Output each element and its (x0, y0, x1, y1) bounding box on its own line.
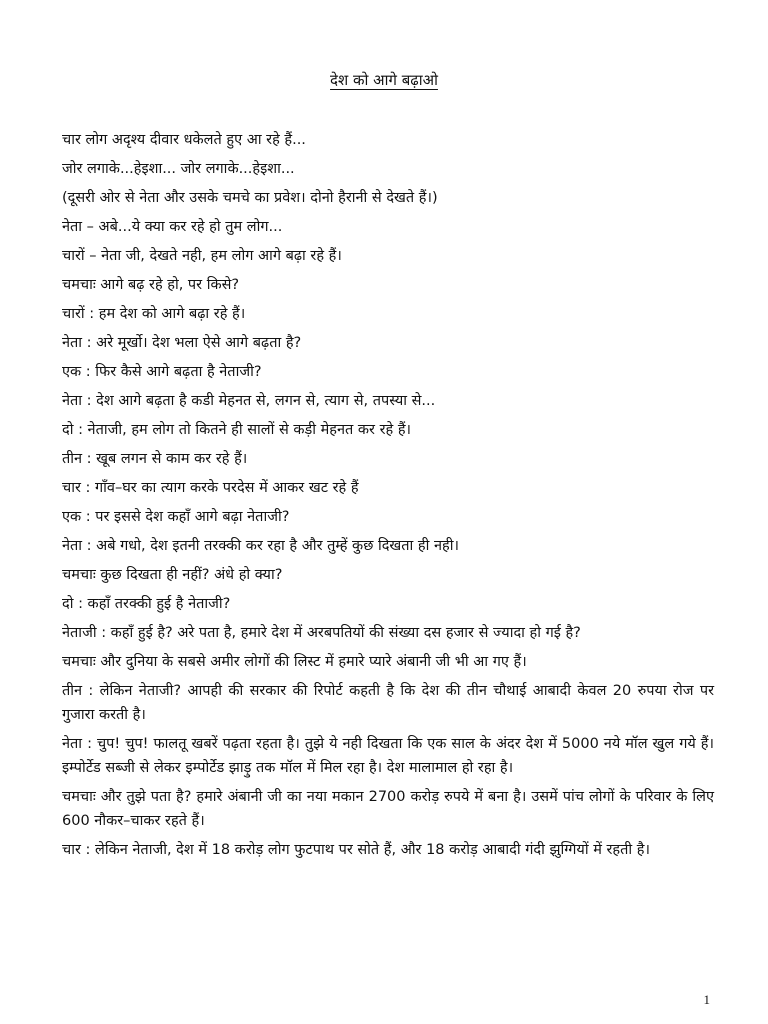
dialogue-line: जोर लगाके...हेइशा... जोर लगाके...हेइशा... (62, 161, 295, 177)
dialogue-line: तीन : खूब लगन से काम कर रहे हैं। (62, 451, 248, 467)
dialogue-line: चारों – नेता जी, देखते नही, हम लोग आगे बढ़ा रहे हैं। (62, 248, 342, 264)
dialogue-paragraph: नेता : चुप! चुप! फालतू खबरें पढ़ता रहता है। तुझे ये नही दिखता कि एक साल के अंदर देश में 5000 नये मॉल खुल गये हैं। इम्पोर्टेड सब्जी से लेकर इम्पोर्टेड झाड़ु तक मॉल में मिल रहा है। देश मालामाल हो रहा है। (62, 736, 714, 776)
dialogue-line: चारों : हम देश को आगे बढ़ा रहे हैं। (62, 306, 246, 322)
dialogue-line: एक : पर इससे देश कहाँ आगे बढ़ा नेताजी? (62, 509, 290, 525)
dialogue-paragraph: चार : लेकिन नेताजी, देश में 18 करोड़ लोग फुटपाथ पर सोते हैं, और 18 करोड़ आबादी गंदी झुग्गियों में रहती है। (62, 842, 650, 858)
dialogue-paragraph: नेताजी : कहाँ हुई है? अरे पता है, हमारे देश में अरबपतियों की संख्या दस हजार से ज्यादा हो गई है? (62, 625, 581, 641)
dialogue-paragraph: चमचाः और तुझे पता है? हमारे अंबानी जी का नया मकान 2700 करोड़ रुपये में बना है। उसमें पांच लोगों के परिवार के लिए 600 नौकर–चाकर रहते हैं। (62, 789, 714, 829)
dialogue-line: एक : फिर कैसे आगे बढ़ता है नेताजी? (62, 364, 262, 380)
dialogue-line: चार : गाँव–घर का त्याग करके परदेस में आकर खट रहे हैं (62, 480, 359, 496)
dialogue-line: नेता : अबे गधो, देश इतनी तरक्की कर रहा है और तुम्हें कुछ दिखता ही नही। (62, 538, 459, 554)
dialogue-line: नेता : अरे मूर्खो। देश भला ऐसे आगे बढ़ता है? (62, 335, 302, 351)
page-number: 1 (703, 992, 710, 1007)
dialogue-line: चार लोग अदृश्य दीवार धकेलते हुए आ रहे हैं... (62, 132, 306, 148)
document-title-text: देश को आगे बढ़ाओ (330, 71, 438, 89)
dialogue-line: दो : कहाँ तरक्की हुई है नेताजी? (62, 596, 231, 612)
dialogue-line: नेता : देश आगे बढ़ता है कडी मेहनत से, लगन से, त्याग से, तपस्या से... (62, 393, 436, 409)
dialogue-line: (दूसरी ओर से नेता और उसके चमचे का प्रवेश। दोनो हैरानी से देखते हैं।) (62, 190, 438, 206)
dialogue-line: चमचाः आगे बढ़ रहे हो, पर किसे? (62, 277, 240, 293)
dialogue-line: दो : नेताजी, हम लोग तो कितने ही सालों से कड़ी मेहनत कर रहे हैं। (62, 422, 412, 438)
dialogue-paragraph: चमचाः और दुनिया के सबसे अमीर लोगों की लिस्ट में हमारे प्यारे अंबानी जी भी आ गए हैं। (62, 654, 527, 670)
document-title (0, 70, 768, 90)
dialogue-line: चमचाः कुछ दिखता ही नहीं? अंधे हो क्या? (62, 567, 283, 583)
dialogue-paragraph: तीन : लेकिन नेताजी? आपही की सरकार की रिपोर्ट कहती है कि देश की तीन चौथाई आबादी केवल 20 रुपया रोज पर गुजारा करती है। (62, 683, 714, 723)
dialogue-line: नेता – अबे...ये क्या कर रहे हो तुम लोग... (62, 219, 283, 235)
document-body (62, 128, 714, 867)
